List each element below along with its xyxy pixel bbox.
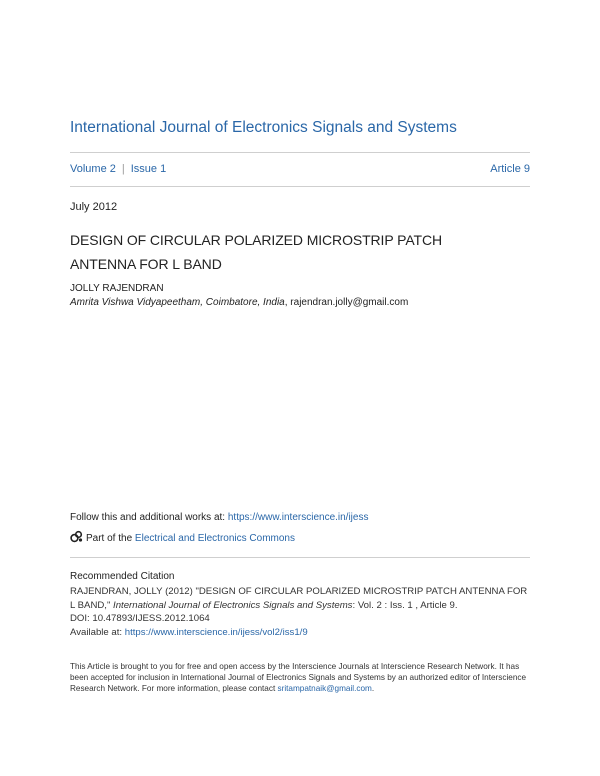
article-title: DESIGN OF CIRCULAR POLARIZED MICROSTRIP PATCH ANTENNA FOR L BAND [70, 232, 442, 272]
follow-text: Follow this and additional works at: [70, 512, 228, 523]
citation-suffix: : Vol. 2 : Iss. 1 , Article 9. [352, 599, 458, 611]
citation-prefix: RAJENDRAN, JOLLY (2012) "DESIGN OF CIRCULAR POLARIZED MICROSTRIP PATCH ANTENNA FOR L BAND," [70, 586, 528, 611]
journal-title[interactable]: International Journal of Electronics Signals and Systems [70, 119, 457, 136]
divider [70, 152, 530, 153]
separator: | [121, 163, 125, 175]
affiliation-text: Amrita Vishwa Vidyapeetham, Coimbatore, India [70, 297, 285, 308]
divider [70, 186, 530, 187]
publication-date: July 2012 [70, 201, 118, 213]
article-link[interactable]: Article 9 [490, 163, 530, 175]
author-name: JOLLY RAJENDRAN [70, 283, 164, 294]
footer-end: . [371, 684, 375, 694]
available-label: Available at: [70, 626, 125, 638]
author-affiliation [70, 297, 408, 308]
part-of-text: Part of the [86, 533, 135, 544]
citation-journal: International Journal of Electronics Signals and Systems [113, 599, 353, 611]
citation-doi: DOI: 10.47893/IJESS.2012.1064 [70, 613, 210, 624]
part-of-line [70, 530, 295, 544]
citation-heading: Recommended Citation [70, 571, 175, 582]
citation-body [70, 585, 530, 639]
available-link[interactable]: https://www.interscience.in/ijess/vol2/iss1/9 [124, 626, 308, 638]
commons-link[interactable]: Electrical and Electronics Commons [134, 533, 295, 544]
volume-link[interactable]: Volume 2 [70, 163, 116, 175]
commons-network-icon [70, 530, 83, 543]
author-email: , rajendran.jolly@gmail.com [284, 297, 409, 308]
contact-email-link[interactable]: sritampatnaik@gmail.com [277, 684, 372, 694]
footer-text: This Article is brought to you for free and open access by the Interscience Journals at Interscience Research Network. It has been accepted for inclusion in International Journal of Electronics Signals and Systems by an authorized editor of Interscience Research Network. For more information, please contact [70, 662, 527, 694]
issue-link[interactable]: Issue 1 [130, 163, 167, 175]
footer-notice [70, 661, 530, 695]
divider [70, 557, 530, 558]
follow-link[interactable]: https://www.interscience.in/ijess [227, 512, 369, 523]
issue-info [70, 163, 530, 175]
follow-line [70, 512, 368, 523]
